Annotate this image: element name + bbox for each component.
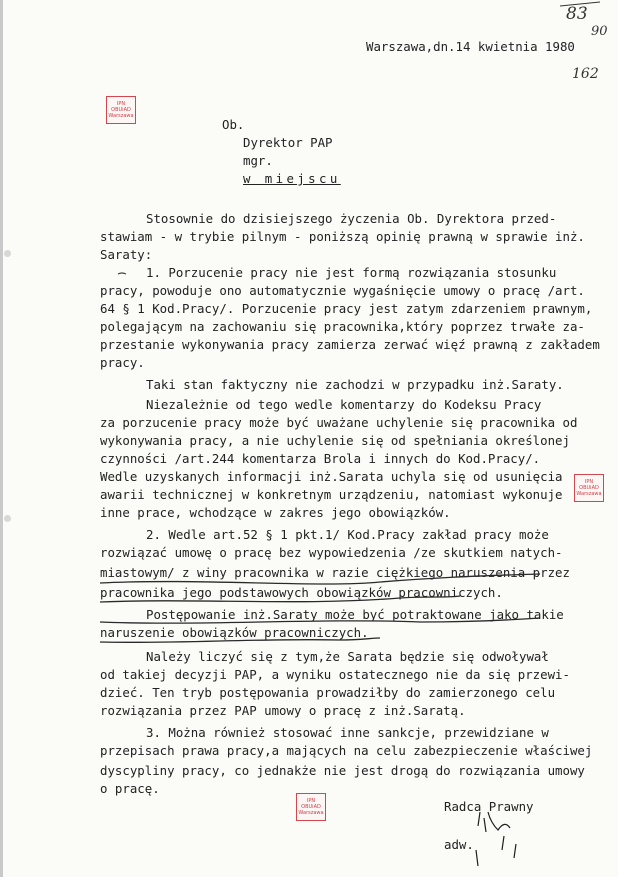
body-line: Należy liczyć się z tym,że Sarata będzie się odwoływał bbox=[146, 649, 549, 664]
body-line: 2. Wedle art.52 § 1 pkt.1/ Kod.Pracy zakład pracy może bbox=[146, 527, 549, 542]
body-line: dyscypliny pracy, co jednakże nie jest drogą do rozwiązania umowy bbox=[100, 763, 585, 778]
body-line: od takiej decyzji PAP, a wyniku ostatecznego nie da się przewi- bbox=[100, 667, 570, 682]
body-line: awarii technicznej w konkretnym urządzeniu, natomiast wykonuje bbox=[100, 487, 563, 502]
page-number-mark-second: 90 bbox=[591, 24, 608, 39]
body-line: rozwiązać umowę o pracę bez wypowiedzenia /ze skutkiem natych- bbox=[100, 545, 563, 560]
addressee-location: w miejscu bbox=[243, 171, 341, 186]
addressee-title: Dyrektor PAP bbox=[243, 135, 333, 150]
body-line: Taki stan faktyczny nie zachodzi w przypadku inż.Saraty. bbox=[146, 377, 564, 392]
body-line: rozwiązania przez PAP umowy o pracę z inż.Saratą. bbox=[100, 703, 466, 718]
body-line: dzieć. Ten tryb postępowania prowadziłby do zamierzonego celu bbox=[100, 685, 556, 700]
page-number-mark-third: 162 bbox=[572, 66, 599, 82]
body-line: inne prace, wchodzące w zakres jego obowiązków. bbox=[100, 505, 451, 520]
body-line: Postępowanie inż.Saraty może być potraktowane jako takie bbox=[146, 607, 564, 622]
addressee-degree: mgr. bbox=[243, 153, 273, 168]
body-line: Wedle uzyskanych informacji inż.Sarata uchyla się od usunięcia bbox=[100, 469, 563, 484]
signature-adw: adw. bbox=[444, 837, 474, 852]
page-number-mark: 83 bbox=[566, 4, 588, 24]
body-line: pracy, powoduje ono automatycznie wygaśnięcie umowy o pracę /art. bbox=[100, 283, 585, 298]
punch-hole bbox=[4, 515, 11, 522]
body-line: wykonywania pracy, a nie uchylenie się od spełniania określonej bbox=[100, 433, 570, 448]
body-line: stawiam - w trybie pilnym - poniższą opinię prawną w sprawie inż. bbox=[100, 229, 585, 244]
ipn-stamp: IPN OBUiAD Warszawa bbox=[574, 474, 604, 502]
body-line: 3. Można również stosować inne sankcje, przewidziane w bbox=[146, 725, 549, 740]
place-date: Warszawa,dn.14 kwietnia 1980 bbox=[366, 39, 575, 54]
body-line: za porzucenie pracy może być uważane uchylenie się pracownika od bbox=[100, 415, 578, 430]
body-line: przestanie wykonywania pracy zamierza zerwać więź prawną z zakładem bbox=[100, 337, 600, 352]
signature-role: Radca Prawny bbox=[444, 799, 534, 814]
margin-mark bbox=[118, 273, 126, 274]
body-line: Niezależnie od tego wedle komentarzy do Kodeksu Pracy bbox=[146, 397, 542, 412]
body-line: polegającym na zachowaniu się pracownika,który poprzez trwałe za- bbox=[100, 319, 585, 334]
body-line: miastowym/ z winy pracownika w razie ciężkiego naruszenia przez bbox=[100, 565, 570, 580]
body-line: naruszenie obowiązków pracowniczych. bbox=[100, 625, 369, 640]
ipn-stamp: IPN OBUiAD Warszawa bbox=[106, 96, 136, 124]
body-line: czynności /art.244 komentarza Brola i innych do Kod.Pracy/. bbox=[100, 451, 541, 466]
body-line: pracownika jego podstawowych obowiązków pracowniczych. bbox=[100, 585, 503, 600]
ipn-stamp: IPN OBUiAD Warszawa bbox=[296, 793, 326, 821]
scan-left-edge bbox=[0, 0, 3, 877]
addressee-ob: Ob. bbox=[222, 117, 245, 132]
body-line: przepisach prawa pracy,a mających na celu zabezpieczenie właściwej bbox=[100, 743, 593, 758]
body-line: o pracę. bbox=[100, 781, 160, 796]
body-line: Saraty: bbox=[100, 247, 153, 262]
punch-hole bbox=[4, 250, 11, 257]
signature-scribble bbox=[476, 812, 516, 866]
body-line: pracy. bbox=[100, 355, 145, 370]
body-line: 64 § 1 Kod.Pracy/. Porzucenie pracy jest zatym zdarzeniem prawnym, bbox=[100, 301, 593, 316]
body-line: Stosownie do dzisiejszego życzenia Ob. Dyrektora przed- bbox=[146, 211, 557, 226]
body-line: 1. Porzucenie pracy nie jest formą rozwiązania stosunku bbox=[146, 265, 557, 280]
